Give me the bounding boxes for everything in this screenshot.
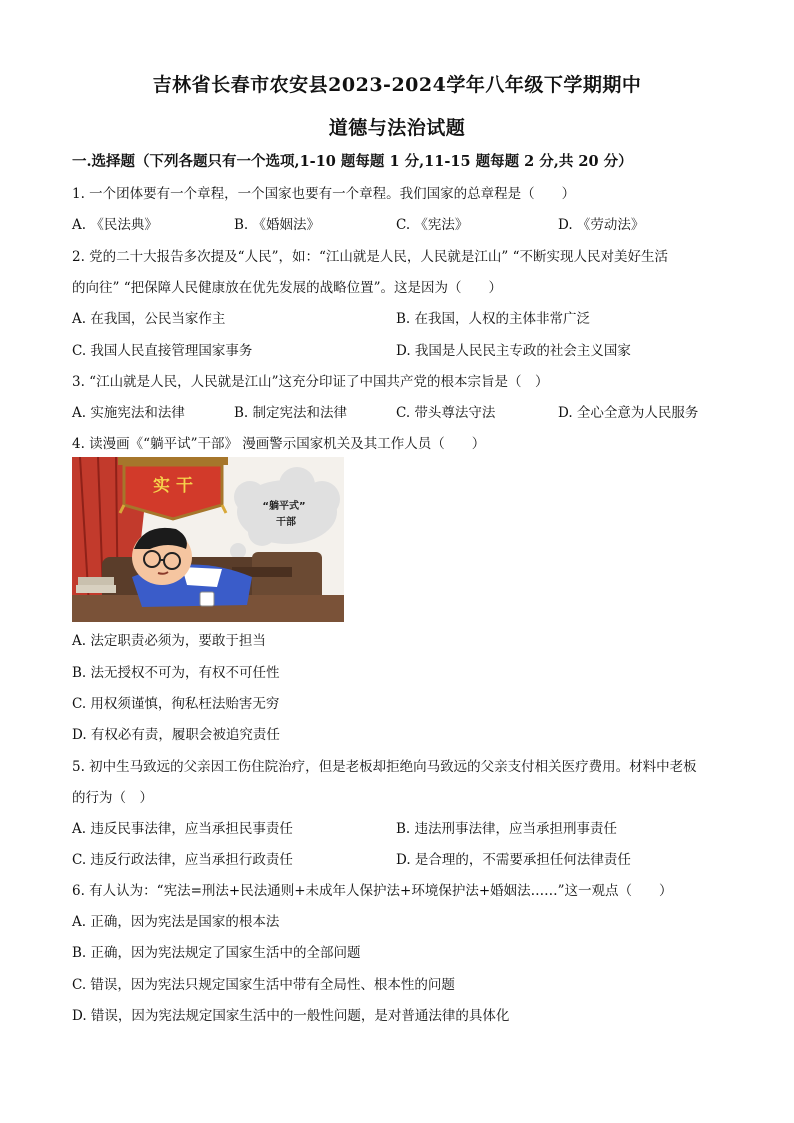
question-4-option-b: B. 法无授权不可为，有权不可任性 <box>72 665 280 681</box>
question-6-stem: 6. 有人认为：“宪法=刑法+民法通则+未成年人保护法+环境保护法+婚姻法……”这一观点（ ） <box>72 883 673 899</box>
question-4-option-c: C. 用权须谨慎，徇私枉法贻害无穷 <box>72 696 280 712</box>
question-2-stem-line1: 2. 党的二十大报告多次提及“人民”，如：“江山就是人民，人民就是江山” “不断实现人民对美好生活 <box>72 249 668 265</box>
question-6-option-c: C. 错误，因为宪法只规定国家生活中带有全局性、根本性的问题 <box>72 977 455 993</box>
question-2-option-b: B. 在我国，人权的主体非常广泛 <box>396 311 591 327</box>
question-1-option-a: A. 《民法典》 <box>72 217 158 233</box>
page-subtitle: 道德与法治试题 <box>328 117 466 139</box>
cartoon-image <box>72 457 344 622</box>
question-5-option-b: B. 违法刑事法律，应当承担刑事责任 <box>396 821 618 837</box>
question-5-stem-line1: 5. 初中生马致远的父亲因工伤住院治疗，但是老板却拒绝向马致远的父亲支付相关医疗费用。材料中老板 <box>72 759 697 775</box>
question-2-option-c: C. 我国人民直接管理国家事务 <box>72 343 253 359</box>
question-5-option-a: A. 违反民事法律，应当承担民事责任 <box>72 821 293 837</box>
question-3-option-b: B. 制定宪法和法律 <box>234 405 348 421</box>
question-3-option-c: C. 带头尊法守法 <box>396 405 496 421</box>
question-1-stem: 1. 一个团体要有一个章程，一个国家也要有一个章程。我们国家的总章程是（ ） <box>72 186 576 202</box>
question-3-option-d: D. 全心全意为人民服务 <box>558 405 699 421</box>
question-4-option-d: D. 有权必有责，履职会被追究责任 <box>72 727 280 743</box>
section-heading: 一.选择题（下列各题只有一个选项,1-10 题每题 1 分,11-15 题每题 2 分,共 20 分） <box>72 153 633 170</box>
cartoon-banner-text: 实 干 <box>153 476 193 496</box>
page-title: 吉林省长春市农安县2023-2024学年八年级下学期期中 <box>152 74 642 96</box>
question-3-option-a: A. 实施宪法和法律 <box>72 405 185 421</box>
question-3-stem: 3. “江山就是人民，人民就是江山”这充分印证了中国共产党的根本宗旨是（ ） <box>72 374 549 390</box>
question-2-option-d: D. 我国是人民民主专政的社会主义国家 <box>396 343 631 359</box>
question-2-option-a: A. 在我国，公民当家作主 <box>72 311 226 327</box>
question-4-stem: 4. 读漫画《“躺平试”干部》 漫画警示国家机关及其工作人员（ ） <box>72 436 486 452</box>
question-5-stem-line2: 的行为（ ） <box>72 790 153 806</box>
question-5-option-d: D. 是合理的，不需要承担任何法律责任 <box>396 852 631 868</box>
question-1-option-c: C. 《宪法》 <box>396 217 469 233</box>
question-6-option-b: B. 正确，因为宪法规定了国家生活中的全部问题 <box>72 945 361 961</box>
cartoon-bubble-line2: 干部 <box>276 517 296 528</box>
cartoon-bubble-line1: “躺平式” <box>262 501 306 512</box>
question-4-option-a: A. 法定职责必须为，要敢于担当 <box>72 633 266 649</box>
question-5-option-c: C. 违反行政法律，应当承担行政责任 <box>72 852 293 868</box>
question-1-option-b: B. 《婚姻法》 <box>234 217 321 233</box>
question-6-option-d: D. 错误，因为宪法规定国家生活中的一般性问题，是对普通法律的具体化 <box>72 1008 510 1024</box>
question-1-option-d: D. 《劳动法》 <box>558 217 645 233</box>
question-2-stem-line2: 的向往” “把保障人民健康放在优先发展的战略位置”。这是因为（ ） <box>72 280 502 296</box>
question-6-option-a: A. 正确，因为宪法是国家的根本法 <box>72 914 280 930</box>
